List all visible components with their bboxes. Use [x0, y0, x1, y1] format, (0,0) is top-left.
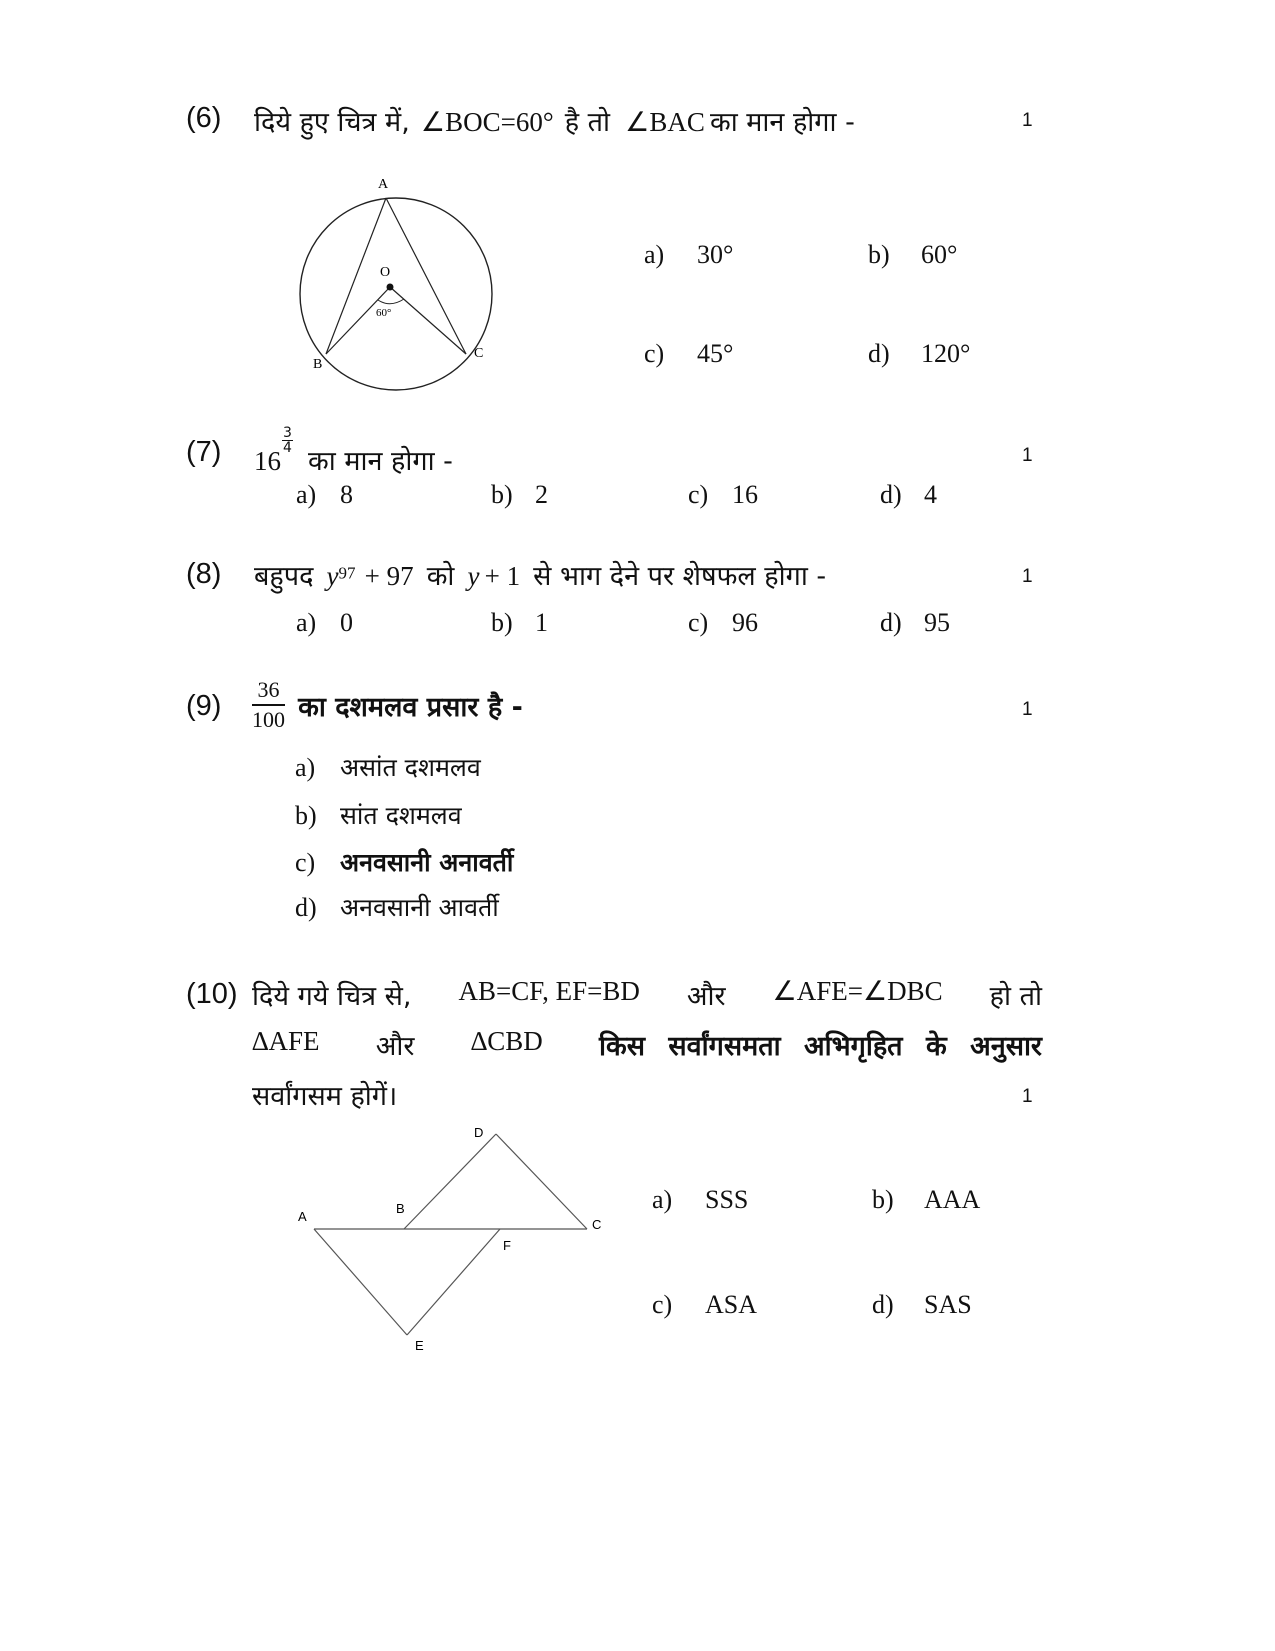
option-key: c) — [688, 480, 709, 509]
point-label-o: O — [380, 265, 391, 280]
text-segment: और — [686, 981, 726, 1012]
text-segment: से भाग देने पर शेषफल होगा - — [533, 561, 827, 592]
math-expression: + 97 — [364, 561, 414, 591]
math-expression: ∆CBD — [470, 1026, 543, 1056]
option-value: अनवसानी अनावर्ती — [340, 848, 514, 877]
text-segment: का दशमलव प्रसार है - — [298, 691, 523, 723]
option-value: SAS — [924, 1290, 972, 1319]
option-key: d) — [295, 893, 317, 922]
fraction — [252, 676, 285, 734]
option-key: d) — [880, 608, 902, 637]
option-key: c) — [652, 1290, 673, 1319]
option-value: 0 — [340, 608, 353, 637]
question-line-3: सर्वांगसम होगें। — [252, 1081, 398, 1112]
point-label-c: C — [592, 1217, 602, 1232]
text-segment: हो तो — [989, 981, 1042, 1012]
option-key: d) — [868, 339, 890, 368]
option-key: a) — [652, 1185, 673, 1214]
math-expression: ∆AFE — [252, 1026, 320, 1056]
point-label-a: A — [378, 177, 389, 192]
point-label-f: F — [503, 1238, 511, 1253]
marks-label: 1 — [1022, 566, 1033, 587]
exponent-denominator: 4 — [283, 440, 292, 456]
exponent-fraction — [282, 426, 293, 455]
math-variable: y — [326, 561, 339, 591]
exponent-numerator: 3 — [283, 425, 292, 441]
question-number: (7) — [186, 436, 222, 468]
math-variable: y — [467, 561, 480, 591]
option-value: 2 — [535, 480, 548, 509]
option-key: c) — [644, 339, 665, 368]
point-label-d: D — [474, 1125, 484, 1140]
line-dc — [496, 1134, 587, 1229]
fraction-numerator: 36 — [252, 676, 285, 706]
point-label-a: A — [298, 1209, 307, 1224]
triangles-figure — [290, 1120, 610, 1360]
line-ae — [314, 1229, 407, 1335]
math-base: 16 — [254, 446, 281, 476]
option-key: c) — [295, 848, 316, 877]
option-value: 95 — [924, 608, 950, 637]
option-key: a) — [296, 480, 317, 509]
question-text — [254, 556, 826, 593]
option-value: SSS — [705, 1185, 749, 1214]
chord-ac — [386, 198, 466, 354]
option-value: 4 — [924, 480, 937, 509]
text-segment: और — [375, 1031, 415, 1062]
math-expression: ∠BAC — [625, 107, 705, 137]
question-text — [254, 102, 855, 139]
option-value: 8 — [340, 480, 353, 509]
line-ef — [407, 1229, 500, 1335]
option-key: d) — [872, 1290, 894, 1319]
point-label-e: E — [415, 1338, 424, 1353]
option-value: 1 — [535, 608, 548, 637]
math-exponent: 97 — [338, 563, 356, 583]
point-label-b: B — [313, 357, 323, 372]
option-key: a) — [295, 753, 316, 782]
text-segment: दिये गये चित्र से, — [252, 981, 412, 1012]
option-value: 16 — [732, 480, 758, 509]
option-key: d) — [880, 480, 902, 509]
math-expression: ∠BOC=60° — [420, 107, 554, 137]
circle — [300, 198, 492, 390]
option-value: 30° — [697, 240, 734, 269]
option-key: c) — [688, 608, 709, 637]
text-segment: दिये हुए चित्र में, — [254, 107, 410, 138]
text-segment: बहुपद — [254, 561, 314, 592]
option-value: 60° — [921, 240, 958, 269]
radius-oc — [390, 287, 466, 354]
radius-ob — [326, 287, 390, 354]
text-segment: है तो — [564, 107, 611, 138]
option-value: सांत दशमलव — [340, 801, 462, 830]
option-key: b) — [295, 801, 317, 830]
question-number: (10) — [186, 978, 238, 1010]
circle-figure — [280, 170, 510, 400]
fraction-denominator: 100 — [252, 707, 285, 732]
option-key: b) — [491, 480, 513, 509]
angle-label: 60° — [376, 307, 392, 319]
option-key: a) — [644, 240, 665, 269]
option-key: b) — [491, 608, 513, 637]
math-expression: ∠AFE=∠DBC — [772, 976, 943, 1006]
question-number: (6) — [186, 102, 222, 134]
question-line-2 — [252, 1026, 1042, 1063]
chord-ab — [326, 198, 386, 354]
marks-label: 1 — [1022, 445, 1033, 466]
option-value: 120° — [921, 339, 971, 368]
question-text — [252, 676, 523, 734]
text-segment: किस सर्वांगसमता अभिगृहित के अनुसार — [599, 1031, 1042, 1062]
center-point — [387, 284, 394, 291]
point-label-b: B — [396, 1201, 405, 1216]
line-bd — [404, 1134, 496, 1229]
option-key: b) — [872, 1185, 894, 1214]
option-value: 45° — [697, 339, 734, 368]
marks-label: 1 — [1022, 699, 1033, 720]
option-value: AAA — [924, 1185, 981, 1214]
option-value: अनवसानी आवर्ती — [340, 893, 499, 922]
marks-label: 1 — [1022, 1086, 1033, 1107]
angle-arc — [378, 299, 404, 304]
option-key: b) — [868, 240, 890, 269]
option-key: a) — [296, 608, 317, 637]
point-label-c: C — [474, 346, 484, 361]
question-line-1 — [252, 976, 1042, 1013]
text-segment: को — [426, 561, 455, 592]
question-number: (8) — [186, 558, 222, 590]
question-number: (9) — [186, 690, 222, 722]
text-segment: का मान होगा - — [308, 446, 453, 477]
marks-label: 1 — [1022, 110, 1033, 131]
text-segment: का मान होगा - — [709, 107, 855, 138]
math-expression: AB=CF, EF=BD — [458, 976, 640, 1006]
math-expression: + 1 — [484, 561, 521, 591]
option-value: असांत दशमलव — [340, 753, 481, 782]
question-text — [254, 426, 453, 478]
option-value: ASA — [705, 1290, 758, 1319]
option-value: 96 — [732, 608, 758, 637]
